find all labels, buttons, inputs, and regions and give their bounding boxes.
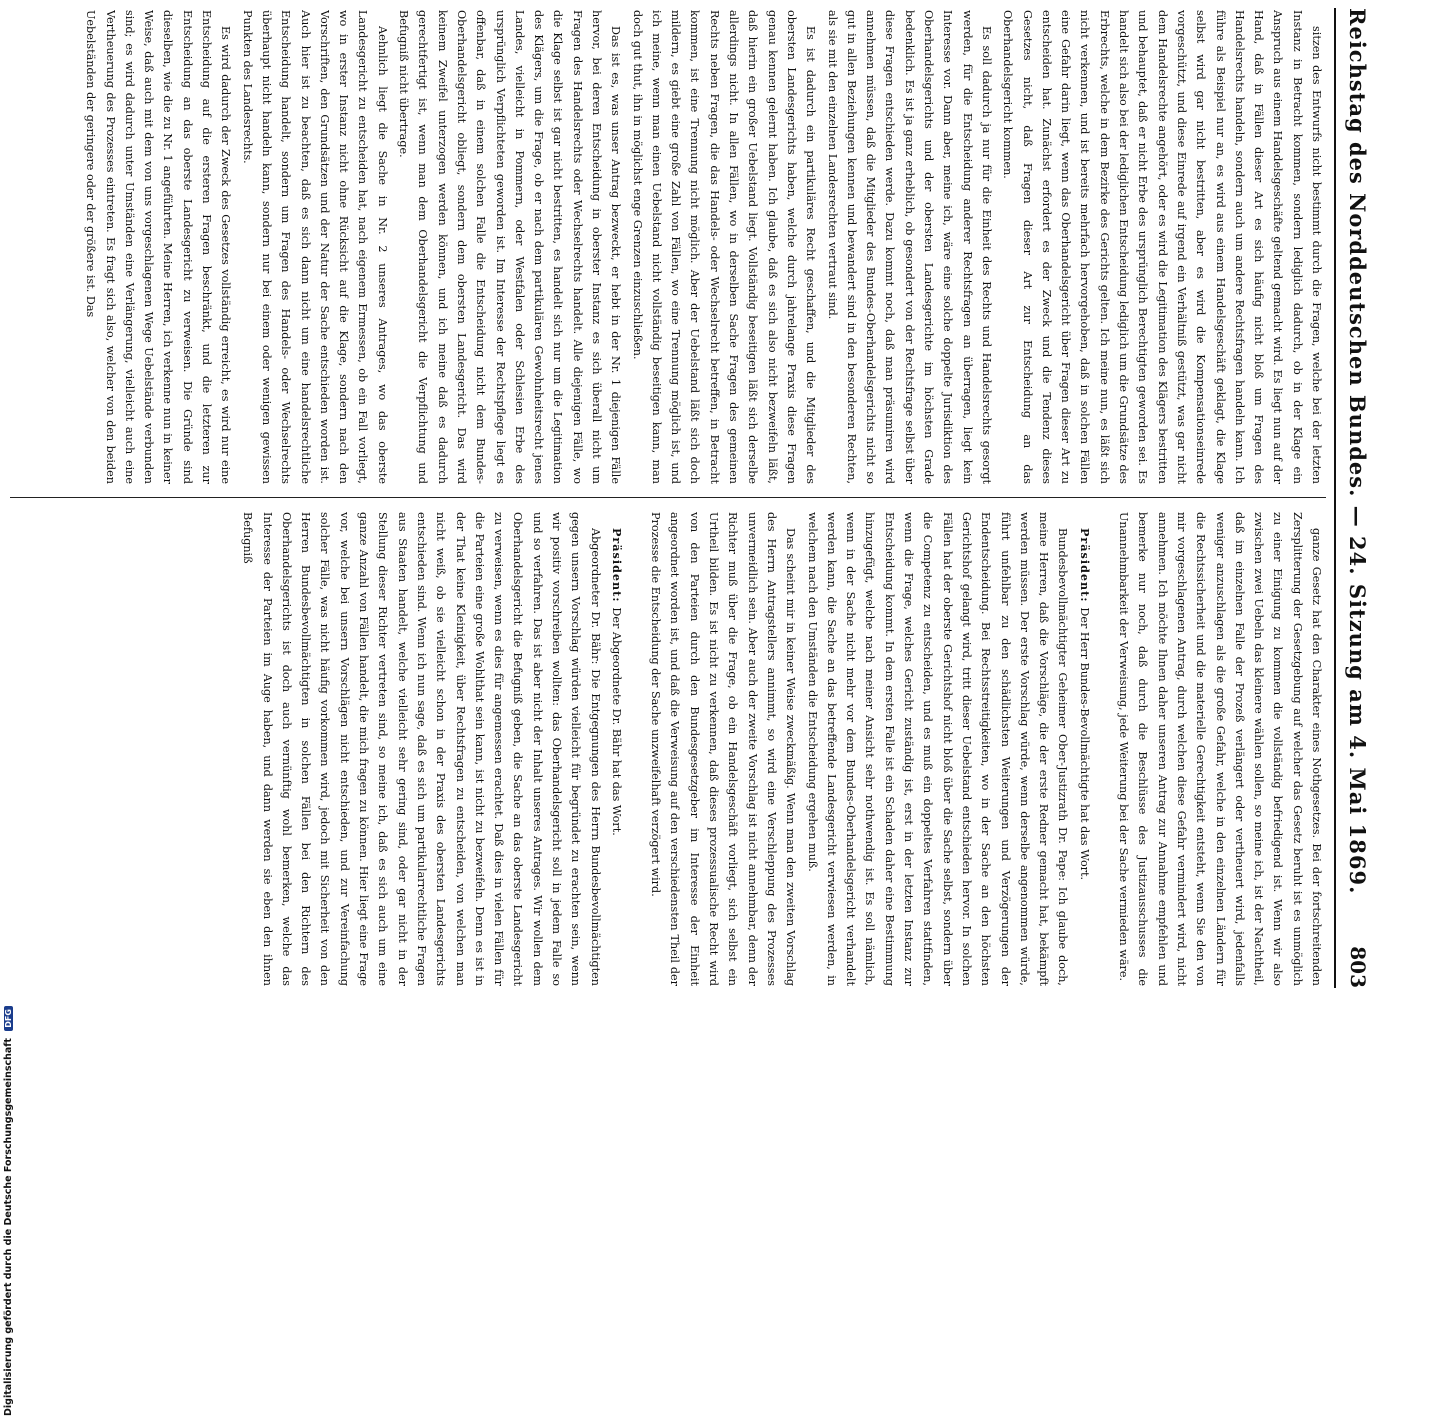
paragraph-text: Der Abgeordnete Dr. Bähr hat das Wort. xyxy=(609,607,623,836)
digitization-credit xyxy=(3,986,15,1416)
paragraph xyxy=(238,512,605,986)
credit-text: Digitalisierung gefördert durch die Deutsche Forschungsgemeinschaft xyxy=(3,1038,14,1416)
paragraph: Es ist dadurch ein partikuläres Recht geschaffen, und die Mitglieder des obersten Landesgerichts haben, welche durch jahrelange Praxis diese Fragen genau kennen gelernt haben. Ich glaube, daß es sich also nicht bezweifeln läßt, daß hierin ein großer Uebelstand liegt. Vollständig beseitigen läßt sich derselbe allerdings nicht. In allen Fällen, wo in derselben Sache Fragen des gemeinen Rechts neben Fragen, die das Handels- oder Wechselrecht betreffen, in Betracht kommen, ist eine Trennung nicht möglich. Aber der Uebelstand läßt sich doch mildern, es giebt eine große Zahl von Fällen, wo eine Trennung möglich ist, und ich meine, wenn man einen Uebelstand nicht vollständig beseitigen kann, man doch gut thut, ihn in möglichst enge Grenzen einzuschließen. xyxy=(630,10,818,484)
paragraph xyxy=(1114,512,1326,986)
page-header xyxy=(1334,8,1380,988)
paragraph-text: Abgeordneter Dr. Bähr: Die Entgegnungen des Herrn Bundesbevollmächtigten gegen unsern Vorschlag würden vielleicht für begründet zu erachten sein, wenn wir positiv vorschreiben wollten: das Oberhandelsgericht soll in jedem Falle so und so verfahren. Das ist aber nicht der Inhalt unseres Antrages. Wir wollen dem Oberhandelsgericht die Befugniß geben, die Sache an das oberste Landesgericht zu verweisen, wenn es dies für angemessen erachtet. Daß dies in vielen Fällen für die Parteien eine große Wohlthat sein kann, ist nicht zu bezweifeln. Denn es ist in der That keine Kleinigkeit, über Rechtsfragen zu entscheiden, von welchen man nicht weiß, ob sie vielleicht schon in der Praxis des obersten Landesgerichts entschieden sind. Wenn ich nun sage, daß es sich um partikularrechtliche Fragen aus Staaten handelt, welche vielleicht sehr gering sind, oder gar nicht in der Stellung dieser Richter vertreten sind, so meine ich, daß es sich auch um eine ganze Anzahl von Fällen handelt, die mich fragen zu können. Hier liegt eine Frage vor, welche bei unsern Vorschlägen nicht entschieden, und zur Vereinfachung solcher Fälle, was nicht häufig vorkommen wird, jedoch mit Sicherheit von den Herren Bundesbevollmächtigten in solchen Fällen bei den Richtern des Oberhandelsgerichts ist doch auch vernünftig wohl bemerken, welche das Interesse der Parteien im Auge haben, und dann werden sie eben den ihnen Befugniß xyxy=(241,512,602,986)
paragraph xyxy=(607,512,626,986)
speaker-label: Präsident: xyxy=(609,528,624,608)
page-number: 803 xyxy=(1346,946,1370,988)
text-column-left xyxy=(14,10,1326,484)
paragraph: Es soll dadurch ja nur für die Einheit des Rechts und Handelsrechts gesorgt werden, für die Entscheidung anderer Rechtsfragen an überragen, liegt kein Interesse vor. Dann aber, meine ich, wäre eine solche doppelte Jurisdiktion des Oberhandelsgerichts und der obersten Landesgerichte im höchsten Grade bedenklich. Es ist ja ganz erheblich, ob gesondert von der Rechtsfrage selbst über diese Fragen entschieden werde. Dazu kommt noch, daß man präsumiren wird annehmen müssen, daß die Mitglieder des Bundes-Oberhandelsgerichts nicht so gut in allen Beziehungen kennen und bewandert sind in den besonderen Rechten, als sie mit den einzelnen Landesrechten vertraut sind. xyxy=(825,10,993,484)
speaker-label: Präsident: xyxy=(1077,528,1092,608)
paragraph-text: Der Herr Bundes-Bevollmächtigte hat das Wort. xyxy=(1077,607,1091,881)
text-column-right xyxy=(14,512,1326,986)
paragraph: Das ist es, was unser Antrag bezweckt, er hebt in der Nr. 1 diejenigen Fälle hervor, bei deren Entscheidung in oberster Instanz es sich überall nicht um Fragen des Handelsrechts oder Wechselrechts handelt. Alle diejenigen Fälle, wo die Klage selbst ist gar nicht bestritten, es handelt sich nur um die Legitimation des Klägers, um die Frage, ob er nach dem partikulären Gewohnheitsrecht jenes Landes, vielleicht in Pommern, oder Westfalen oder Schlesien Erbe des ursprünglich Verpflichteten geworden ist. Im Interesse der Rechtspflege liegt es offenbar, daß in einem solchen Falle die Entscheidung nicht dem Bundes-Oberhandelsgericht obliegt, sondern dem obersten Landesgericht. Das wird keinem Zweifel unterzogen werden können, und ich meine daß es dadurch gerechtfertigt ist, wenn man dem Oberhandelsgericht die Verpflichtung und Befugniß nicht übertrage. xyxy=(397,10,623,484)
paragraph: sitzen des Entwurfs nicht bestimmt durch die Fragen, welche bei der letzten Instanz in Betracht kommen, sondern lediglich dadurch, ob in der Klage ein Anspruch aus einem Handelsgeschäfte geltend gemacht wird. Es liegt nun auf der Hand, daß in Fällen dieser Art es sich häufig nicht bloß um Fragen des Handelsrechts handeln, sondern auch um andere Rechtsfragen handeln kann. Ich führe als Beispiel nur an, es wird aus einem Handelsgeschäft geklagt, die Klage selbst wird gar nicht bestritten, aber es wird die Kompensationseinrede vorgeschützt, und diese Einrede auf irgend ein Verhältniß gestützt, was gar nicht dem Handelsrechte angehört, oder es wird die Legitimation des Klägers bestritten und behauptet, daß er nicht Erbe des ursprünglich Berechtigten geworden sei. Es handelt sich also bei der lediglichen Entscheidung lediglich um die Grundsätze des Erbrechts, welche in dem Bezirke des Gerichts gelten. Ich meine nun, es läßt sich nicht verkennen, und ist bereits mehrfach hervorgehoben, daß in solchen Fällen eine Gefahr darin liegt, wenn das Oberhandelsgericht über Fragen dieser Art zu entscheiden hat. Zunächst erfordert es der Zweck und die Tendenz dieses Gesetzes nicht, daß Fragen dieser Art zur Entscheidung an das Oberhandelsgericht kommen. xyxy=(1001,10,1323,484)
paragraph xyxy=(802,512,1072,986)
paragraph-text: Bundesbevollmächtigter Geheimer Ober-Justizrath Dr. Pape: Ich glaube doch, meine Herren, daß die Vorschläge, die der erste Redner gemacht hat, bekämpft werden müssen. Der erste Vorschlag würde, wenn derselbe angenommen würde, führt unfehlbar zu den schädlichsten Weiterungen und Verzögerungen der Endentscheidung. Bei Rechtsstreitigkeiten, wo in der Sache an den höchsten Gerichtshof gelangt wird, tritt dieser Uebelstand entschieden hervor. In solchen Fällen hat der oberste Gerichtshof nicht bloß über die Sache selbst, sondern über die Competenz zu entscheiden, und es muß ein doppeltes Verfahren stattfinden, wenn die Frage, welches Gericht zuständig ist, erst in der letzten Instanz zur Entscheidung kommt. In dem ersten Falle ist ein Schaden daher eine Bestimmung hinzugefügt, welche nach meiner Ansicht sehr nothwendig ist. Es soll nämlich, wenn in der Sache nicht mehr vor dem Bundes-Oberhandelsgericht verhandelt werden kann, die Sache an das betreffende Landesgericht verwiesen werden, in welchem nach den Umständen die Entscheidung ergehen muß. xyxy=(805,512,1070,986)
paragraph: Aehnlich liegt die Sache in Nr. 2 unseres Antrages, wo das oberste Landesgericht zu entscheiden hat, nach eigenem Ermessen, ob ein Fall vorliegt, wo in erster Instanz nicht ohne Rücksicht auf die Klage, sondern nach den Vorschriften, den Grundsätzen und der Natur der Sache entschieden worden ist. Auch hier ist zu beachten, daß es sich dann nicht um eine handelsrechtliche Entscheidung handelt, sondern um Fragen des Handels- oder Wechselrechts überhaupt nicht handeln kann, sondern nur bei einem oder wenigen gewissen Punkten des Landesrechts. xyxy=(240,10,389,484)
paragraph: Es wird dadurch der Zweck des Gesetzes vollständig erreicht, es wird nur eine Entscheidung auf die ersteren Fragen beschränkt, und die letzteren zur Entscheidung an das oberste Landesgericht zu verweisen. Die Gründe sind dieselben, wie die zu Nr. 1 angeführten. Meine Herren, ich verkenne nun in keiner Weise, daß auch mit dem von uns vorgeschlagenen Wege Uebelstände verbunden sind; es wird dadurch unter Umständen eine Verlängerung, vielleicht auch eine Vertheuerung des Prozesses eintreten. Es fragt sich also, welcher von den beiden Uebelständen der geringere oder der größere ist. Das xyxy=(84,10,233,484)
paragraph xyxy=(1074,512,1093,986)
column-divider xyxy=(10,497,1326,498)
paragraph-text: ganze Gesetz hat den Charakter eines Nothgesetzes. Bei der fortschreitenden Zersplitterung der Gesetzgebung auf welcher das Gesetz beruht ist es unmöglich zu einer Einigung zu kommen die vollständig befriedigend ist. Wenn wir also zwischen zwei Uebeln das kleinere wählen sollen, so meine ich, ist der Nachtheil, daß im einzelnen Falle der Prozeß verlängert oder vertheuert wird, jedenfalls weniger anzuschlagen als die große Gefahr, welche in den einzelnen Ländern für die Rechtssicherheit und die materielle Gerechtigkeit entsteht, wenn Sie den von mir vorgeschlagenen Antrag, durch welchen diese Gefahr vermindert wird, nicht annehmen. Ich möchte Ihnen daher unseren Antrag zur Annahme empfehlen und bemerke nur noch, daß durch die Beschlüsse des Justizausschusses die Unannehmbarkeit der Verweisung, jede Weiterung bei der Sache vermieden wäre. xyxy=(1117,512,1323,986)
paragraph-text: Das scheint mir in keiner Weise zweckmäßig. Wenn man den zweiten Vorschlag des Herrn Antragstellers annimmt, so wird eine Verschleppung des Prozesses unvermeidlich sein. Aber auch der zweite Vorschlag ist nicht annehmbar, denn der Richter muß über die Frage, ob ein Handelsgeschäft vorliegt, sich selbst ein Urtheil bilden. Es ist nicht zu verkennen, daß dieses prozessualische Recht wird von den Parteien durch den Bundesgesetzgeber im Interesse der Einheit angeordnet worden ist, und daß die Verweisung auf den verschiedensten Theil der Prozesse die Entscheidung der Sache unzweifelhaft verzögert wird. xyxy=(649,512,798,986)
paragraph xyxy=(646,512,800,986)
running-title: Reichstag des Norddeutschen Bundes. — 24. Sitzung am 4. Mai 1869. xyxy=(1345,8,1371,895)
dfg-logo: DFG xyxy=(4,1006,13,1031)
